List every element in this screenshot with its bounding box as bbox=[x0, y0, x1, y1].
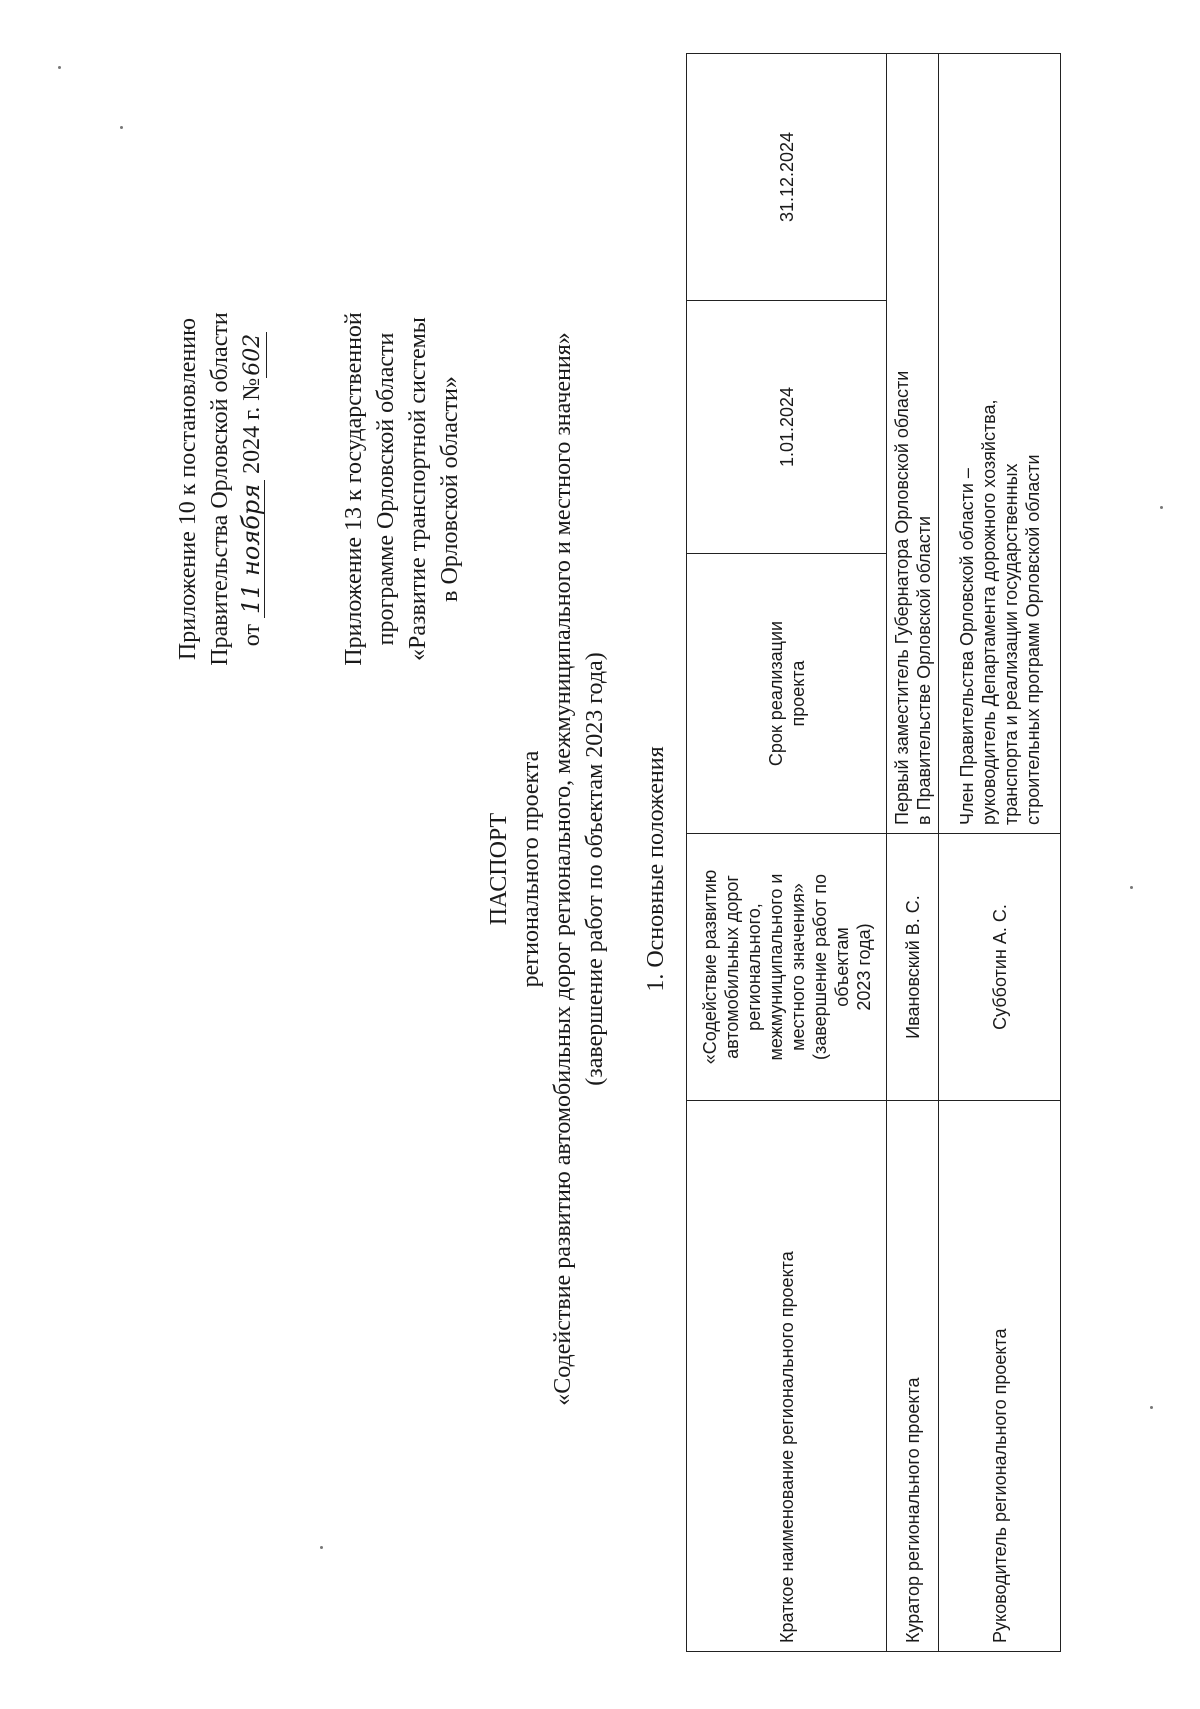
head-position-line: строительных программ Орловской области bbox=[1022, 454, 1043, 825]
page-title: ПАСПОРТ bbox=[486, 812, 512, 926]
appendix-10-date-line bbox=[236, 229, 268, 749]
cell-short-name-label: Краткое наименование регионального проекта bbox=[687, 1101, 887, 1652]
appendix-13-line4: в Орловской области» bbox=[437, 376, 463, 602]
head-position-line: руководитель Департамента дорожного хозяйства, bbox=[978, 399, 999, 825]
scan-speck bbox=[320, 1546, 323, 1549]
cell-term-label bbox=[687, 554, 887, 834]
scan-speck bbox=[58, 66, 61, 69]
date-signature: 11 ноября bbox=[238, 480, 265, 618]
page-subtitle: регионального проекта bbox=[518, 750, 544, 988]
table-row-curator bbox=[887, 54, 939, 1652]
project-note: (завершение работ по объектам 2023 года) bbox=[582, 652, 608, 1086]
table-row-head bbox=[939, 54, 1061, 1652]
cell-head-name: Субботин А. С. bbox=[939, 834, 1061, 1101]
scan-speck bbox=[1150, 1406, 1153, 1409]
head-position-line: Член Правительства Орловской области – bbox=[956, 468, 977, 825]
cell-short-name-value bbox=[687, 834, 887, 1101]
short-name-line: регионального, bbox=[743, 903, 764, 1031]
appendix-13-line2: программе Орловской области bbox=[373, 332, 399, 646]
main-positions-table bbox=[686, 53, 1061, 1652]
scan-speck bbox=[1160, 506, 1163, 509]
appendix-10-block bbox=[172, 229, 268, 749]
short-name-line: «Содействие развитию bbox=[699, 869, 720, 1065]
short-name-line: автомобильных дорог bbox=[721, 875, 742, 1059]
cell-curator-label: Куратор регионального проекта bbox=[887, 1101, 939, 1652]
cell-curator-position bbox=[887, 54, 939, 834]
head-position-line: транспорта и реализации государственных bbox=[1000, 463, 1021, 825]
table-row-short-name bbox=[687, 54, 887, 1652]
curator-position-line: в Правительстве Орловской области bbox=[913, 515, 934, 825]
project-name: «Содействие развитию автомобильных дорог регионального, межмуниципального и местного значения» bbox=[550, 332, 576, 1406]
short-name-line: (завершение работ по объектам bbox=[809, 873, 852, 1061]
appendix-13-line3: «Развитие транспортной системы bbox=[405, 317, 431, 661]
appendix-13-block bbox=[338, 229, 466, 749]
date-prefix: от bbox=[239, 624, 265, 647]
appendix-10-line1: Приложение 10 к постановлению bbox=[175, 317, 201, 661]
year-text: 2024 г. № bbox=[239, 377, 265, 474]
cell-head-position bbox=[939, 54, 1061, 834]
appendix-13-line1: Приложение 13 к государственной bbox=[341, 312, 367, 666]
short-name-line: 2023 года) bbox=[853, 923, 874, 1011]
section-heading: 1. Основные положения bbox=[643, 746, 669, 992]
term-label-line: проекта bbox=[787, 660, 808, 727]
scan-speck bbox=[120, 126, 123, 129]
short-name-line: межмуниципального и bbox=[765, 873, 786, 1061]
cell-curator-name: Ивановский В. С. bbox=[887, 834, 939, 1101]
curator-position-line: Первый заместитель Губернатора Орловской области bbox=[891, 370, 912, 825]
appendix-10-line2: Правительства Орловской области bbox=[207, 312, 233, 666]
scan-speck bbox=[1130, 886, 1133, 889]
short-name-line: местного значения» bbox=[787, 883, 808, 1051]
title-block bbox=[483, 129, 611, 1609]
term-label-line: Срок реализации bbox=[765, 620, 786, 767]
cell-start-date: 1.01.2024 bbox=[687, 301, 887, 554]
cell-end-date: 31.12.2024 bbox=[687, 54, 887, 301]
number-signature: 602 bbox=[240, 333, 265, 376]
cell-head-label: Руководитель регионального проекта bbox=[939, 1101, 1061, 1652]
